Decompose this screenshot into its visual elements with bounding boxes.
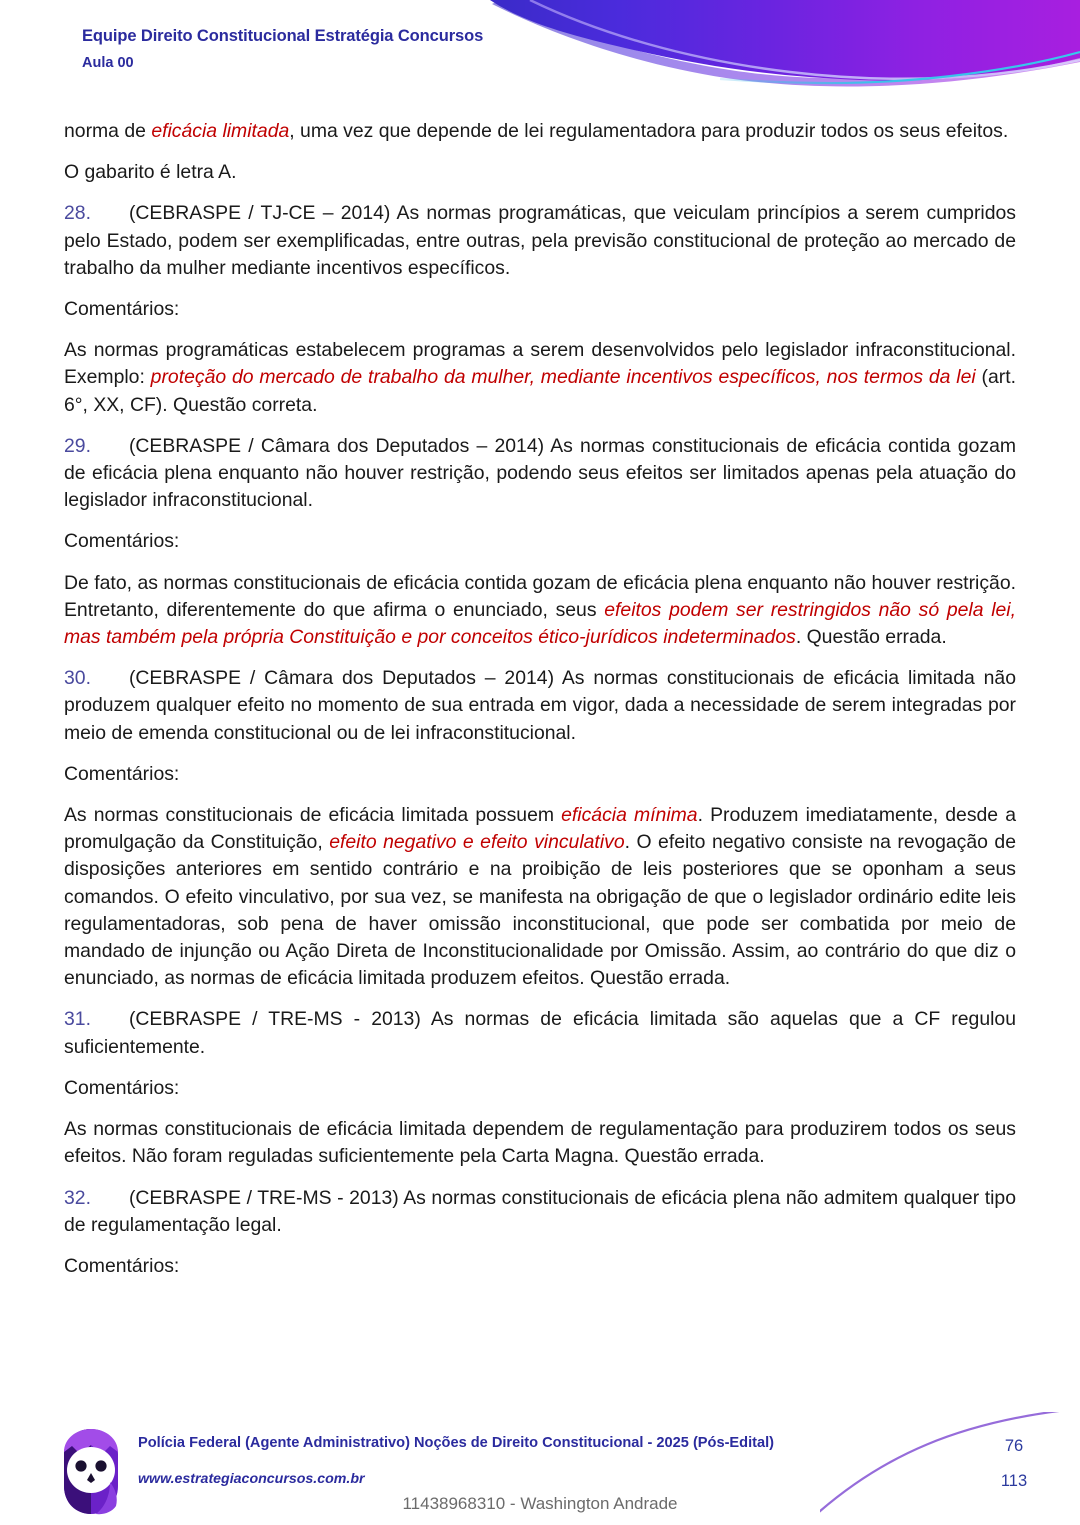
question-text: (CEBRASPE / TRE-MS - 2013) As normas constitucionais de eficácia plena não admitem qualquer tipo de regulamentação legal. [64,1186,1016,1236]
question-number: 28. [64,202,91,225]
footer-course-title: Polícia Federal (Agente Administrativo) Noções de Direito Constitucional - 2025 (Pós-Edital) [138,1435,775,1451]
question-number: 31. [64,1008,91,1031]
question-text: (CEBRASPE / TJ-CE – 2014) As normas programáticas, que veiculam princípios a serem cumpridos pelo Estado, podem ser exemplificadas, entre outras, pela previsão constitucional de proteção ao mercado de trabalho da mulher mediante incentivos específicos. [64,202,1016,279]
answer-30 [64,802,1016,992]
text-run: . O efeito negativo consiste na revogação de disposições anteriores em sentido contrário e na proibição de leis posteriores que se oponham a seus comandos. O efeito vinculativo, por sua vez, se manifesta na obrigação de que o legislador ordinário edite leis regulamentadoras, sob pena de haver omissão inconstitucional, que pode ser combatida por meio de mandado de injunção ou Ação Direta de Inconstitucionalidade por Omissão. Assim, ao contrário do que diz o enunciado, as normas de eficácia limitada produzem efeitos. Questão errada. [64,831,1016,990]
answer-31: As normas constitucionais de eficácia limitada dependem de regulamentação para produzirem todos os seus efeitos. Não foram reguladas suficientemente pela Carta Magna. Questão errada. [64,1118,1016,1168]
comentarios-label-32: Comentários: [64,1254,180,1277]
emphasis-red: efeito negativo e efeito vinculativo [329,831,625,854]
user-watermark: 11438968310 - Washington Andrade [402,1494,678,1513]
comentarios-label-30: Comentários: [64,762,180,785]
page-total-number: 113 [1000,1471,1028,1490]
question-text: (CEBRASPE / Câmara dos Deputados – 2014) As normas constitucionais de eficácia limitada não produzem qualquer efeito no momento de sua entrada em vigor, dada a necessidade de serem integradas por meio de emenda constitucional ou de lei infraconstitucional. [64,667,1016,744]
text-run: . Questão errada. [795,626,947,649]
footer-website-link[interactable]: www.estrategiaconcursos.com.br [138,1470,365,1487]
question-31 [64,1006,1016,1060]
text-run: . Produzem imediatamente, desde a promulgação da Constituição, [64,804,1016,854]
emphasis-red: eficácia mínima [561,804,698,827]
question-text: (CEBRASPE / Câmara dos Deputados – 2014) As normas constitucionais de eficácia contida gozam de eficácia plena enquanto não houver restrição, podendo seus efeitos ser limitados apenas pela atuação do legislador infraconstitucional. [64,434,1016,512]
text-run: De fato, as normas constitucionais de eficácia contida gozam de eficácia plena enquanto não houver restrição. Entretanto, diferentemente do que afirma o enunciado, seus [64,571,1016,621]
emphasis-red: eficácia limitada [151,120,290,142]
text-run: As normas constitucionais de eficácia limitada possuem [64,804,562,827]
page-number-block [986,1438,1042,1489]
question-29 [64,433,1016,515]
paragraph-gabarito: O gabarito é letra A. [64,161,237,184]
question-30 [64,665,1016,747]
header-team-line: Equipe Direito Constitucional Estratégia Concursos [82,27,484,45]
comentarios-label-31: Comentários: [64,1076,180,1099]
question-number: 32. [64,1186,91,1209]
emphasis-red: efeitos podem ser restringidos não só pela lei, mas também pela própria Constituição e por conceitos ético-jurídicos indeterminados [64,598,1016,649]
document-content [64,118,1016,1294]
comentarios-label-29: Comentários: [64,530,180,553]
question-32 [64,1185,1016,1239]
text-run: (art. 6°, XX, CF). Questão correta. [64,366,1016,416]
question-28 [64,200,1016,282]
paragraph-continuation [64,118,1016,145]
text-run: As normas programáticas estabelecem programas a serem desenvolvidos pelo legislador infraconstitucional. Exemplo: [64,339,1016,389]
footer-text-block [138,1434,774,1488]
question-text: (CEBRASPE / TRE-MS - 2013) As normas de eficácia limitada são aquelas que a CF regulou suficientemente. [64,1008,1016,1058]
question-number: 30. [64,667,91,690]
header-text-block [82,26,483,72]
question-number: 29. [64,434,91,457]
answer-29 [64,570,1016,652]
text-run: , uma vez que depende de lei regulamentadora para produzir todos os seus efeitos. [289,120,1009,142]
header-lesson-line: Aula 00 [82,54,134,71]
comentarios-label-28: Comentários: [64,298,180,321]
page-current-number: 76 [1004,1437,1024,1455]
text-run: norma de [64,120,152,142]
answer-28 [64,337,1016,419]
emphasis-red: proteção do mercado de trabalho da mulher, mediante incentivos específicos, nos termos da lei [150,366,976,389]
